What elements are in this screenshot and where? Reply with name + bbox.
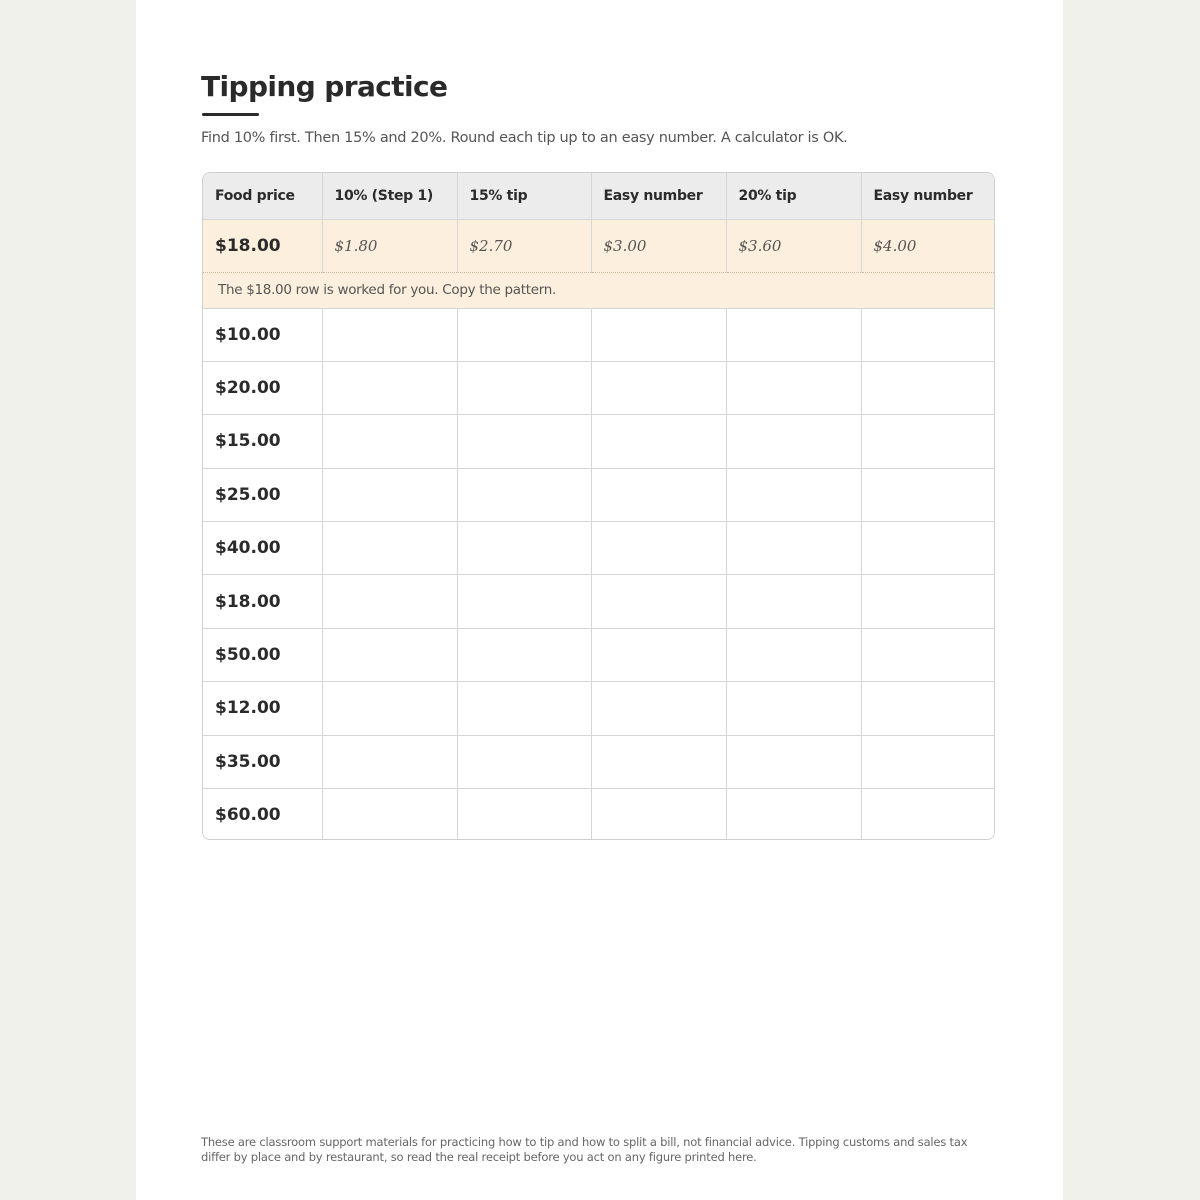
- answer-twenty-percent-cell[interactable]: [726, 735, 861, 788]
- row-food-price: $18.00: [203, 575, 322, 628]
- answer-fifteen-percent-cell[interactable]: [457, 522, 591, 575]
- row-food-price: $15.00: [203, 415, 322, 468]
- row-food-price: $25.00: [203, 468, 322, 521]
- header-easy-number-15: Easy number: [591, 173, 726, 219]
- answer-ten-percent-cell[interactable]: [322, 415, 457, 468]
- example-note-row: [203, 272, 995, 308]
- header-food-price: Food price: [203, 173, 322, 219]
- table-row: [203, 468, 995, 521]
- row-food-price: $50.00: [203, 628, 322, 681]
- answer-twenty-percent-cell[interactable]: [726, 789, 861, 840]
- answer-easy-20-cell[interactable]: [861, 308, 995, 361]
- answer-easy-15-cell[interactable]: [591, 682, 726, 735]
- table-row: [203, 789, 995, 840]
- answer-easy-20-cell[interactable]: [861, 789, 995, 840]
- answer-easy-20-cell[interactable]: [861, 682, 995, 735]
- title-underline: [202, 113, 259, 116]
- page-title: Tipping practice: [201, 70, 448, 103]
- header-easy-number-20: Easy number: [861, 173, 995, 219]
- answer-easy-15-cell[interactable]: [591, 308, 726, 361]
- answer-easy-15-cell[interactable]: [591, 735, 726, 788]
- answer-fifteen-percent-cell[interactable]: [457, 682, 591, 735]
- answer-twenty-percent-cell[interactable]: [726, 522, 861, 575]
- row-food-price: $12.00: [203, 682, 322, 735]
- answer-easy-20-cell[interactable]: [861, 468, 995, 521]
- answer-easy-20-cell[interactable]: [861, 575, 995, 628]
- answer-twenty-percent-cell[interactable]: [726, 361, 861, 414]
- answer-ten-percent-cell[interactable]: [322, 308, 457, 361]
- answer-ten-percent-cell[interactable]: [322, 361, 457, 414]
- answer-easy-15-cell[interactable]: [591, 468, 726, 521]
- table-row: [203, 735, 995, 788]
- answer-easy-15-cell[interactable]: [591, 628, 726, 681]
- header-ten-percent: 10% (Step 1): [322, 173, 457, 219]
- answer-fifteen-percent-cell[interactable]: [457, 628, 591, 681]
- table-row: [203, 575, 995, 628]
- header-twenty-percent: 20% tip: [726, 173, 861, 219]
- example-twenty-percent: $3.60: [726, 219, 861, 272]
- table-row: [203, 628, 995, 681]
- answer-easy-20-cell[interactable]: [861, 361, 995, 414]
- answer-fifteen-percent-cell[interactable]: [457, 789, 591, 840]
- example-row: [203, 219, 995, 272]
- row-food-price: $60.00: [203, 789, 322, 840]
- example-note: The $18.00 row is worked for you. Copy the pattern.: [203, 272, 995, 308]
- answer-ten-percent-cell[interactable]: [322, 628, 457, 681]
- answer-fifteen-percent-cell[interactable]: [457, 415, 591, 468]
- answer-fifteen-percent-cell[interactable]: [457, 361, 591, 414]
- instructions-text: Find 10% first. Then 15% and 20%. Round each tip up to an easy number. A calculator is OK.: [201, 130, 848, 146]
- row-food-price: $35.00: [203, 735, 322, 788]
- answer-ten-percent-cell[interactable]: [322, 682, 457, 735]
- table-row: [203, 415, 995, 468]
- table-row: [203, 308, 995, 361]
- example-fifteen-percent: $2.70: [457, 219, 591, 272]
- disclaimer-footer: These are classroom support materials for practicing how to tip and how to split a bill, not financial advice. Tipping customs and sales tax differ by place and by restaurant, so read the real receipt before you act on any figure printed here.: [201, 1135, 968, 1164]
- answer-easy-20-cell[interactable]: [861, 522, 995, 575]
- answer-twenty-percent-cell[interactable]: [726, 682, 861, 735]
- answer-easy-15-cell[interactable]: [591, 575, 726, 628]
- worksheet-page: [136, 0, 1063, 1200]
- answer-easy-15-cell[interactable]: [591, 415, 726, 468]
- answer-twenty-percent-cell[interactable]: [726, 415, 861, 468]
- answer-fifteen-percent-cell[interactable]: [457, 575, 591, 628]
- header-fifteen-percent: 15% tip: [457, 173, 591, 219]
- answer-twenty-percent-cell[interactable]: [726, 575, 861, 628]
- example-easy-15: $3.00: [591, 219, 726, 272]
- answer-twenty-percent-cell[interactable]: [726, 628, 861, 681]
- answer-ten-percent-cell[interactable]: [322, 735, 457, 788]
- example-ten-percent: $1.80: [322, 219, 457, 272]
- answer-ten-percent-cell[interactable]: [322, 468, 457, 521]
- row-food-price: $40.00: [203, 522, 322, 575]
- example-price: $18.00: [203, 219, 322, 272]
- answer-ten-percent-cell[interactable]: [322, 575, 457, 628]
- answer-ten-percent-cell[interactable]: [322, 522, 457, 575]
- answer-easy-15-cell[interactable]: [591, 789, 726, 840]
- answer-twenty-percent-cell[interactable]: [726, 308, 861, 361]
- answer-fifteen-percent-cell[interactable]: [457, 735, 591, 788]
- answer-twenty-percent-cell[interactable]: [726, 468, 861, 521]
- answer-ten-percent-cell[interactable]: [322, 789, 457, 840]
- table-row: [203, 522, 995, 575]
- table-row: [203, 361, 995, 414]
- table-header-row: [203, 173, 995, 219]
- example-easy-20: $4.00: [861, 219, 995, 272]
- answer-fifteen-percent-cell[interactable]: [457, 468, 591, 521]
- answer-easy-20-cell[interactable]: [861, 628, 995, 681]
- answer-easy-15-cell[interactable]: [591, 522, 726, 575]
- answer-easy-15-cell[interactable]: [591, 361, 726, 414]
- row-food-price: $10.00: [203, 308, 322, 361]
- tip-table: [202, 172, 995, 840]
- row-food-price: $20.00: [203, 361, 322, 414]
- answer-easy-20-cell[interactable]: [861, 735, 995, 788]
- table-row: [203, 682, 995, 735]
- answer-easy-20-cell[interactable]: [861, 415, 995, 468]
- answer-fifteen-percent-cell[interactable]: [457, 308, 591, 361]
